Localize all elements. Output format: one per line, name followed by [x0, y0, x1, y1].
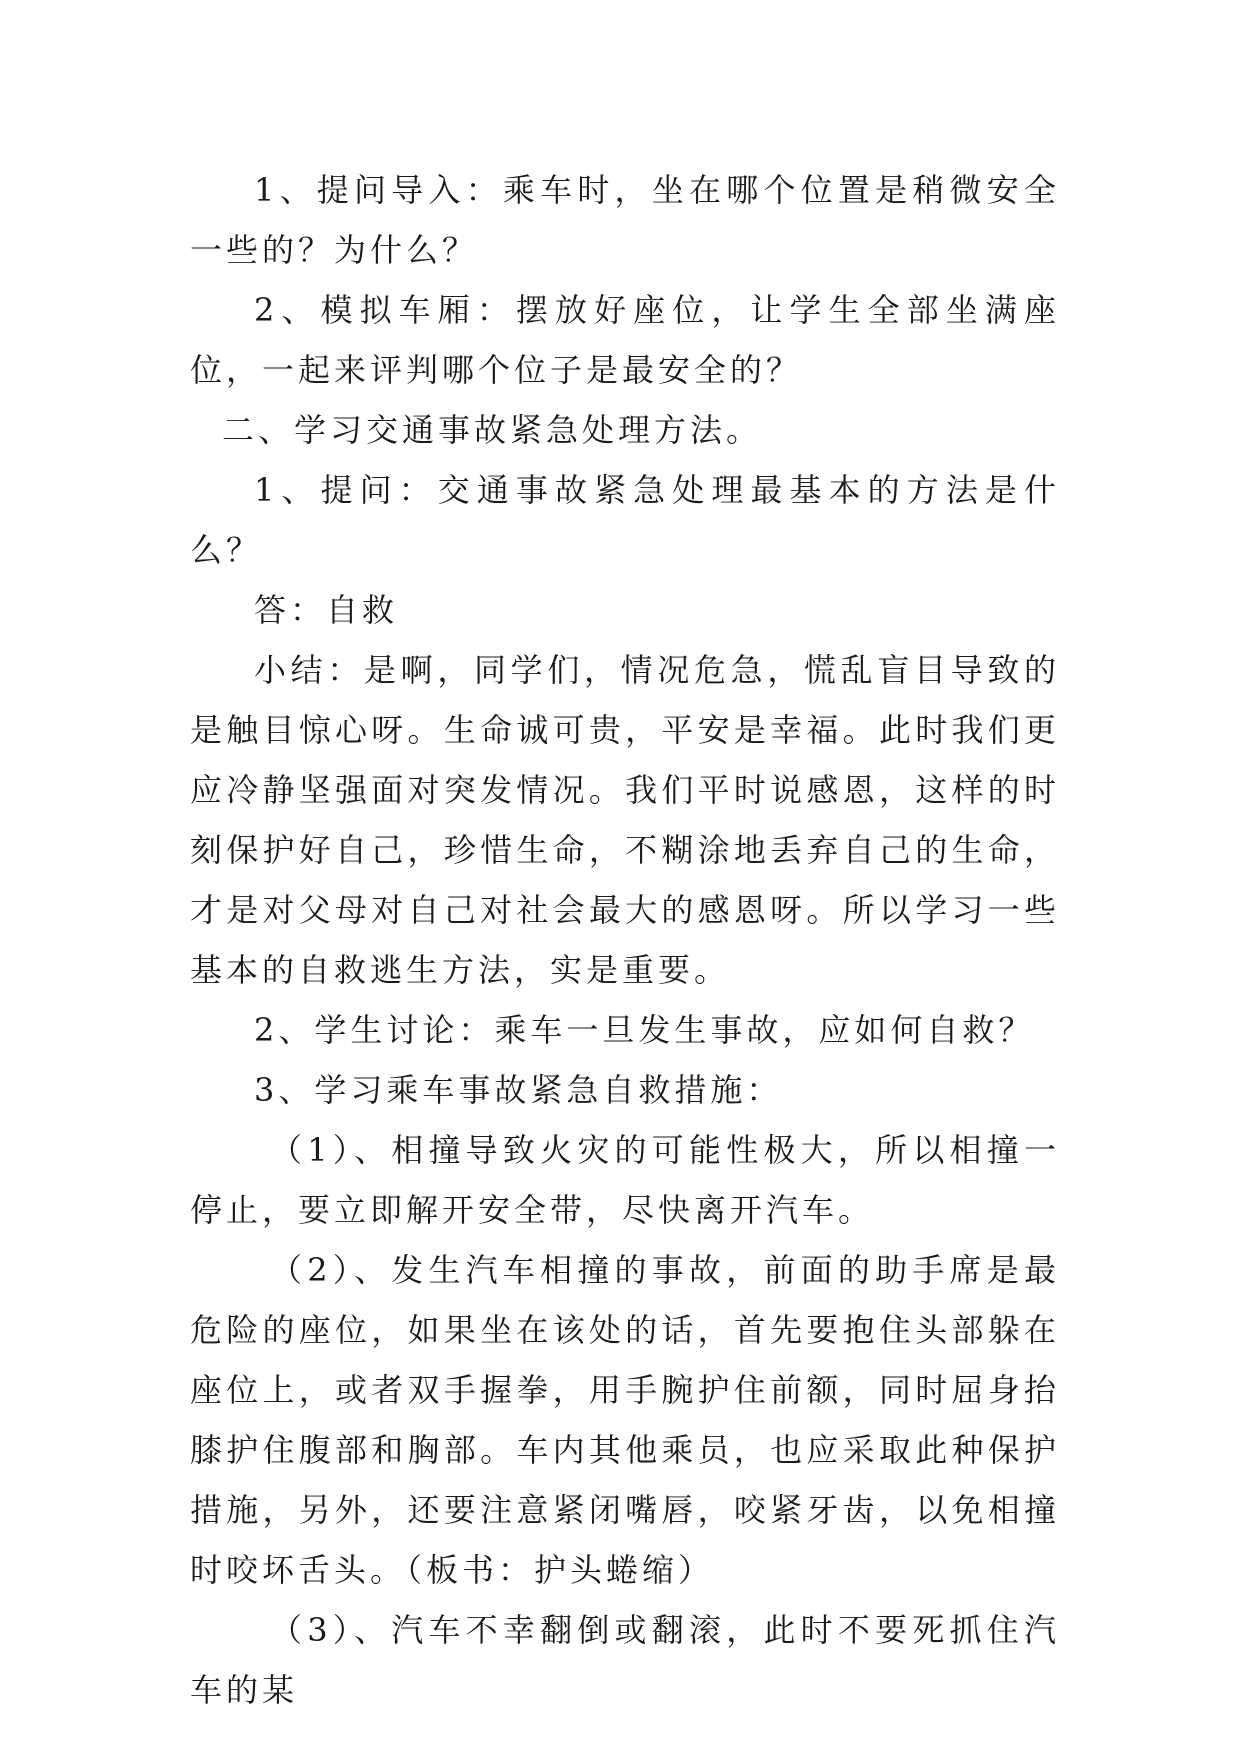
paragraph-summary: 小结：是啊，同学们，情况危急，慌乱盲目导致的是触目惊心呀。生命诚可贵，平安是幸福。此时我们更应冷静坚强面对突发情况。我们平时说感恩，这样的时刻保护好自己，珍惜生命，不糊涂地丢弃自己的生命，才是对父母对自己对社会最大的感恩呀。所以学习一些基本的自救逃生方法，实是重要。 — [190, 651, 1060, 989]
paragraph-measure-1: （1）、相撞导致火灾的可能性极大，所以相撞一停止，要立即解开安全带，尽快离开汽车。 — [190, 1131, 1060, 1229]
section-heading-emergency-methods: 二、学习交通事故紧急处理方法。 — [222, 411, 763, 449]
paragraph-self-rescue-measures: 3、学习乘车事故紧急自救措施： — [254, 1071, 783, 1109]
paragraph-measure-3: （3）、汽车不幸翻倒或翻滚，此时不要死抓住汽车的某 — [190, 1611, 1060, 1709]
paragraph-question-intro: 1、提问导入：乘车时，坐在哪个位置是稍微安全一些的？为什么？ — [190, 171, 1060, 269]
paragraph-question-basic-method: 1、提问：交通事故紧急处理最基本的方法是什么？ — [190, 471, 1060, 569]
paragraph-measure-2: （2）、发生汽车相撞的事故，前面的助手席是最危险的座位，如果坐在该处的话，首先要抱住头部躲在座位上，或者双手握拳，用手腕护住前额，同时屈身抬膝护住腹部和胸部。车内其他乘员，也应采取此种保护措施，另外，还要注意紧闭嘴唇，咬紧牙齿，以免相撞时咬坏舌头。（板书：护头蜷缩） — [190, 1251, 1060, 1589]
paragraph-answer: 答：自救 — [254, 591, 399, 629]
paragraph-simulated-carriage: 2、模拟车厢：摆放好座位，让学生全部坐满座位，一起来评判哪个位子是最安全的？ — [190, 291, 1060, 389]
document-body — [190, 160, 1060, 1720]
paragraph-student-discussion: 2、学生讨论：乘车一旦发生事故，应如何自救？ — [254, 1011, 1035, 1049]
